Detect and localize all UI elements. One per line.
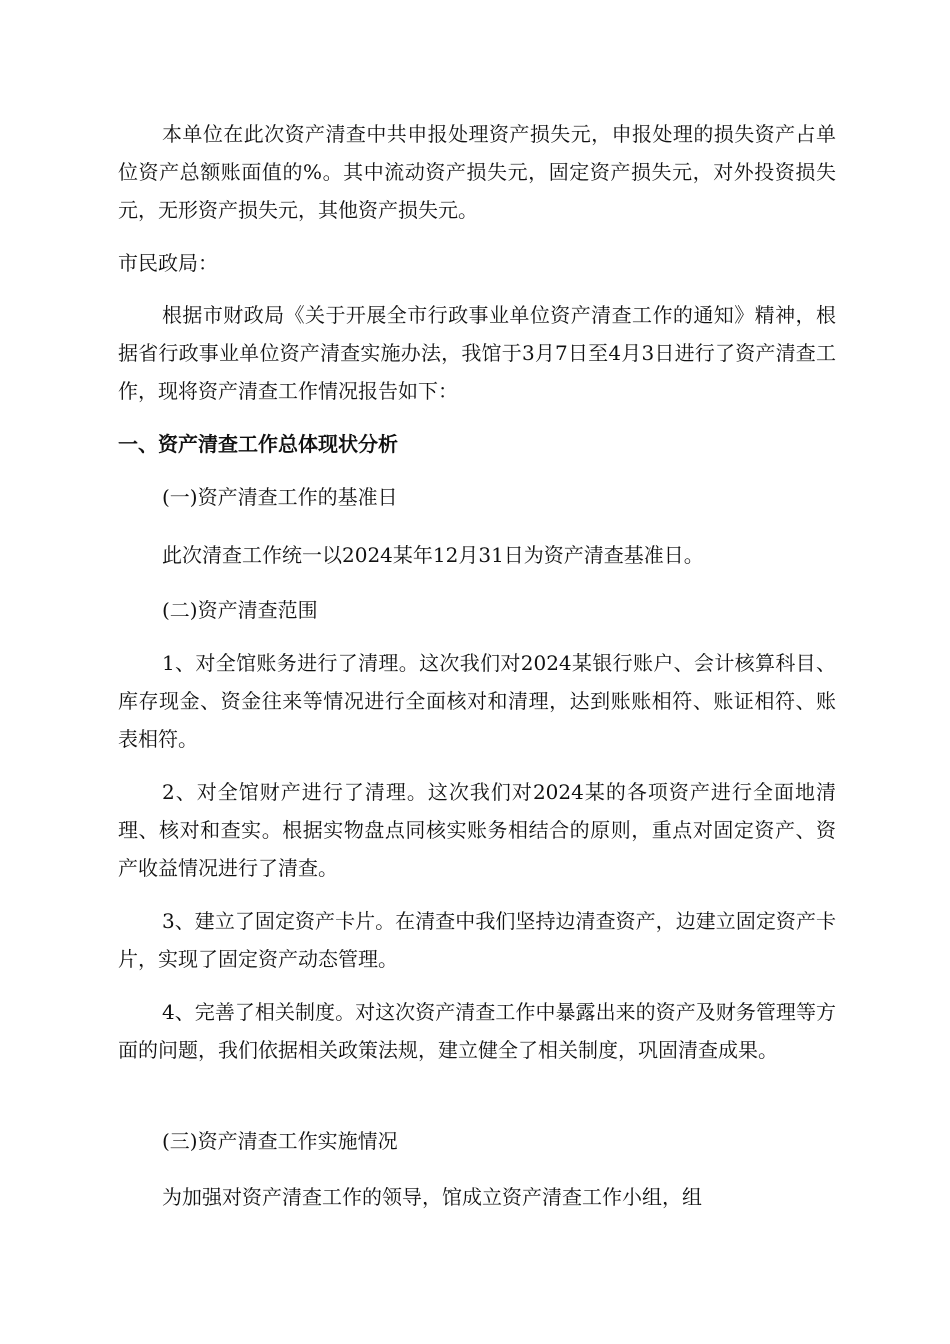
paragraph-asset-loss-summary: 本单位在此次资产清查中共申报处理资产损失元，申报处理的损失资产占单位资产总额账面值的%。其中流动资产损失元，固定资产损失元，对外投资损失元，无形资产损失元，其他资产损失元。 xyxy=(118,122,836,222)
paragraph-item-1: 1、对全馆账务进行了清理。这次我们对2024某银行账户、会计核算科目、库存现金、资金往来等情况进行全面核对和清理，达到账账相符、账证相符、账表相符。 xyxy=(118,651,836,751)
paragraph-implementation: 为加强对资产清查工作的领导，馆成立资产清查工作小组，组 xyxy=(162,1185,702,1209)
subheading-implementation: (三)资产清查工作实施情况 xyxy=(162,1129,398,1153)
paragraph-base-date: 此次清查工作统一以2024某年12月31日为资产清查基准日。 xyxy=(162,543,704,567)
paragraph-introduction: 根据市财政局《关于开展全市行政事业单位资产清查工作的通知》精神，根据省行政事业单位资产清查实施办法，我馆于3月7日至4月3日进行了资产清查工作，现将资产清查工作情况报告如下： xyxy=(118,303,836,403)
paragraph-salutation: 市民政局： xyxy=(118,251,218,275)
paragraph-item-2: 2、对全馆财产进行了清理。这次我们对2024某的各项资产进行全面地清理、核对和查实。根据实物盘点同核实账务相结合的原则，重点对固定资产、资产收益情况进行了清查。 xyxy=(118,780,836,880)
subheading-base-date: (一)资产清查工作的基准日 xyxy=(162,485,398,509)
paragraph-item-3: 3、建立了固定资产卡片。在清查中我们坚持边清查资产，边建立固定资产卡片，实现了固定资产动态管理。 xyxy=(118,909,836,971)
subheading-scope: (二)资产清查范围 xyxy=(162,598,318,622)
paragraph-item-4: 4、完善了相关制度。对这次资产清查工作中暴露出来的资产及财务管理等方面的问题，我们依据相关政策法规，建立健全了相关制度，巩固清查成果。 xyxy=(118,1000,836,1062)
section-heading-overview: 一、资产清查工作总体现状分析 xyxy=(118,432,398,456)
